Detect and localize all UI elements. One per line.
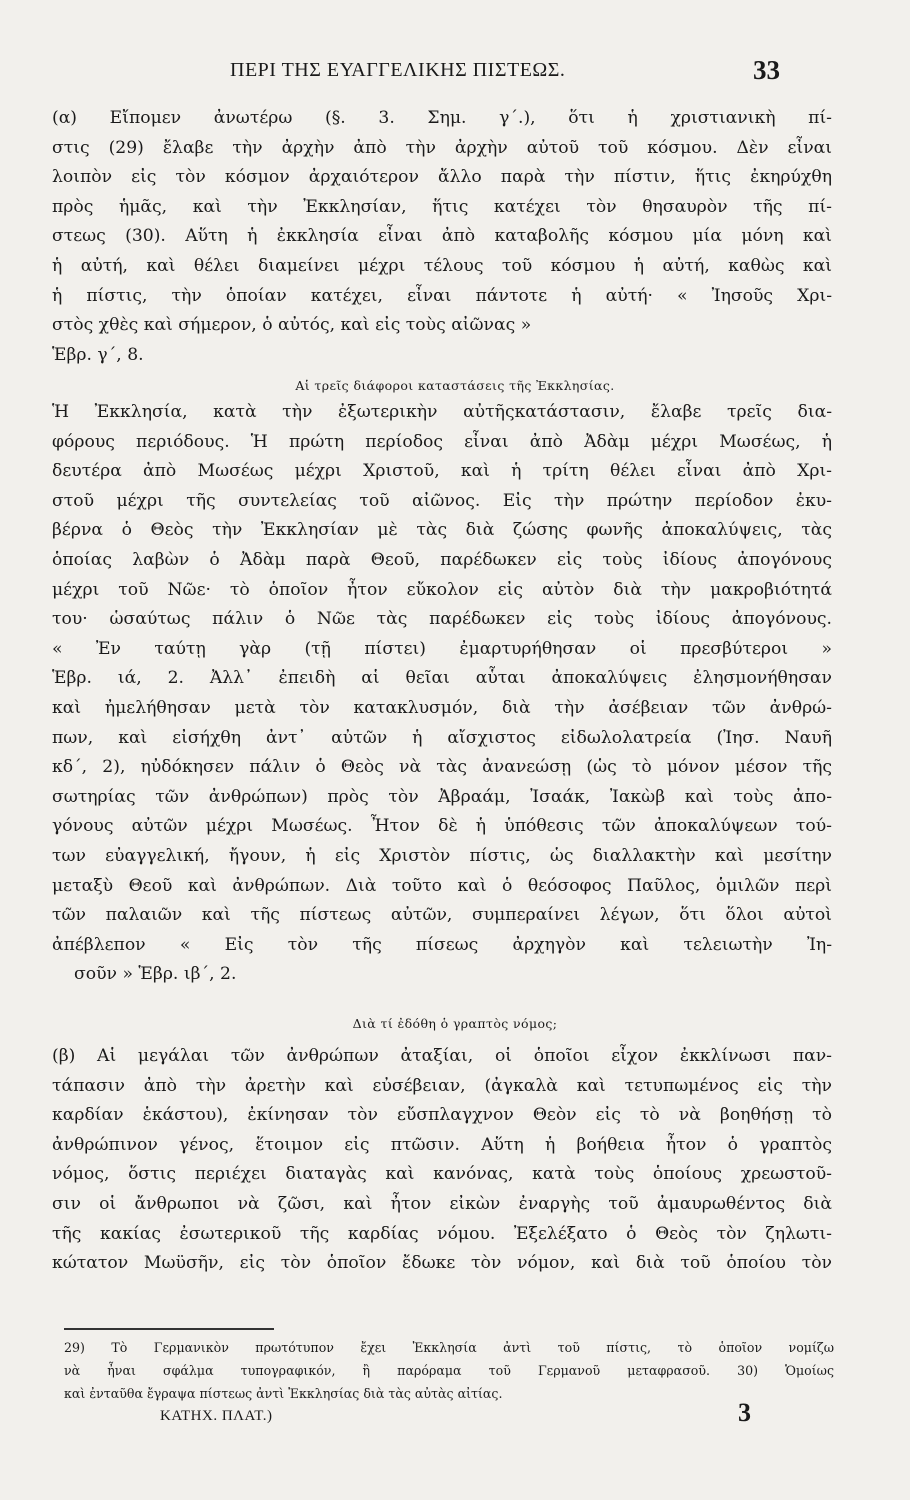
page-number: 33 — [753, 55, 780, 85]
text-line: λοιπὸν εἰς τὸν κόσμον ἀρχαιότερον ἄλλο παρὰ τὴν πίστιν, ἥτις ἐκηρύχθη — [52, 167, 832, 188]
text-line: Ἡ Ἐκκλησία, κατὰ τὴν ἐξωτερικὴν αὐτῆςκατάστασιν, ἔλαβε τρεῖς δια- — [52, 402, 832, 422]
text-line: (α) Εἴπομεν ἀνωτέρω (§. 3. Σημ. γ΄.), ὅτι ἡ χριστιανικὴ πί- — [52, 108, 832, 128]
text-line: τάπασιν ἀπὸ τὴν ἀρετὴν καὶ εὐσέβειαν, (ἀγκαλὰ καὶ τετυπωμένος εἰς τὴν — [52, 1075, 832, 1096]
footnote-line: καὶ ἐνταῦθα ἔγραψα πίστεως ἀντὶ Ἐκκλησίας διὰ τὰς αὐτὰς αἰτίας. — [64, 1386, 503, 1401]
paragraph-section-b — [52, 1042, 832, 1279]
text-line: βέρνα ὁ Θεὸς τὴν Ἐκκλησίαν μὲ τὰς διὰ ζώσης φωνῆς ἀποκαλύψεις, τὰς — [52, 520, 832, 541]
text-line: των εὐαγγελική, ἤγουν, ἡ εἰς Χριστὸν πίστις, ὡς διαλλακτὴν καὶ μεσίτην — [52, 845, 832, 866]
text-line: Ἑβρ. γ΄, 8. — [52, 344, 144, 365]
text-line: νόμος, ὅστις περιέχει διαταγὰς καὶ κανόνας, κατὰ τοὺς ὁποίους χρεωστοῦ- — [52, 1164, 832, 1185]
footnote-line: νὰ ἦναι σφάλμα τυπογραφικόν, ἢ παρόραμα τοῦ Γερμανοῦ μεταφρασοῦ. 30) Ὁμοίως — [64, 1363, 834, 1378]
text-line: ὁποίας λαβὼν ὁ Ἀδὰμ παρὰ Θεοῦ, παρέδωκεν εἰς τοὺς ἰδίους ἀπογόνους — [52, 549, 832, 570]
text-line: ἀνθρώπινον γένος, ἕτοιμον εἰς πτῶσιν. Αὕτη ἡ βοήθεια ἦτον ὁ γραπτὸς — [52, 1134, 832, 1155]
page-header — [190, 55, 790, 95]
text-line: (β) Αἱ μεγάλαι τῶν ἀνθρώπων ἀταξίαι, οἱ ὁποῖοι εἶχον ἐκκλίνωσι παν- — [52, 1046, 832, 1066]
paragraph-section-a — [52, 104, 832, 370]
text-line: τῶν παλαιῶν καὶ τῆς πίστεως αὐτῶν, συμπεραίνει λέγων, ὅτι ὅλοι αὐτοὶ — [52, 905, 832, 926]
text-line: καὶ ἠμελήθησαν μετὰ τὸν κατακλυσμόν, διὰ τὴν ἀσέβειαν τῶν ἀνθρώ- — [52, 697, 832, 718]
text-line: μέχρι τοῦ Νῶε· τὸ ὁποῖον ἦτον εὔκολον εἰς αὐτὸν διὰ τὴν μακροβιότητά — [52, 579, 832, 600]
text-line: στεως (30). Αὕτη ἡ ἐκκλησία εἶναι ἀπὸ καταβολῆς κόσμου μία μόνη καὶ — [52, 226, 832, 247]
text-line: τῆς κακίας ἐσωτερικοῦ τῆς καρδίας νόμου. Ἐξελέξατο ὁ Θεὸς τὸν ζηλωτι- — [52, 1223, 832, 1244]
section-heading-church-states: Αἱ τρεῖς διάφοροι καταστάσεις τῆς Ἐκκλησίας. — [295, 378, 615, 393]
text-line: του· ὡσαύτως πάλιν ὁ Νῶε τὰς παρέδωκεν εἰς τοὺς ἰδίους ἀπογόνους. — [52, 609, 832, 630]
text-line: ἀπέβλεπον « Εἰς τὸν τῆς πίσεως ἀρχηγὸν καὶ τελειωτὴν Ἰη- — [52, 934, 832, 955]
paragraph-church-periods — [52, 398, 832, 990]
section-heading-written-law: Διὰ τί ἐδόθη ὁ γραπτὸς νόμος; — [352, 1016, 558, 1031]
text-line: σιν οἱ ἄνθρωποι νὰ ζῶσι, καὶ ἦτον εἰκὼν ἐναργὴς τοῦ ἀμαυρωθέντος διὰ — [52, 1193, 832, 1214]
text-line: σωτηρίας τῶν ἀνθρώπων) πρὸς τὸν Ἀβραάμ, Ἰσαάκ, Ἰακὼβ καὶ τοὺς ἀπο- — [52, 786, 832, 807]
text-line: κδ΄, 2), ηὐδόκησεν πάλιν ὁ Θεὸς νὰ τὰς ἀνανεώσῃ (ὡς τὸ μόνον μέσον τῆς — [52, 757, 832, 778]
footnote-line: 29) Τὸ Γερμανικὸν πρωτότυπον ἔχει Ἐκκλησία ἀντὶ τοῦ πίστις, τὸ ὁποῖον νομίζω — [64, 1340, 834, 1355]
text-line: καρδίαν ἑκάστου), ἐκίνησαν τὸν εὔσπλαγχνον Θεὸν εἰς τὸ νὰ βοηθήσῃ τὸ — [52, 1105, 832, 1126]
text-line: ἡ αὐτή, καὶ θέλει διαμείνει μέχρι τέλους τοῦ κόσμου ἡ αὐτή, καθὼς καὶ — [52, 255, 832, 276]
text-line: πων, καὶ εἰσήχθη ἀντ᾽ αὐτῶν ἡ αἴσχιστος εἰδωλολατρεία (Ἰησ. Ναυῆ — [52, 727, 832, 748]
text-line: γόνους αὐτῶν μέχρι Μωσέως. Ἦτον δὲ ἡ ὑπόθεσις τῶν ἀποκαλύψεων τού- — [52, 816, 832, 837]
text-line: στις (29) ἔλαβε τὴν ἀρχὴν ἀπὸ τὴν ἀρχὴν αὐτοῦ τοῦ κόσμου. Δὲν εἶναι — [52, 137, 832, 158]
text-line: « Ἐν ταύτῃ γὰρ (τῇ πίστει) ἐμαρτυρήθησαν οἱ πρεσβύτεροι » — [52, 638, 832, 659]
footnote-rule — [64, 1328, 274, 1330]
text-line: Ἑβρ. ιά, 2. Ἀλλ᾽ ἐπειδὴ αἱ θεῖαι αὗται ἀποκαλύψεις ἐλησμονήθησαν — [52, 668, 832, 689]
footnotes — [64, 1336, 834, 1405]
text-line: σοῦν » Ἑβρ. ιβ΄, 2. — [74, 964, 237, 985]
running-title: ΠΕΡΙ ΤΗΣ ΕΥΑΓΓΕΛΙΚΗΣ ΠΙΣΤΕΩΣ. — [230, 59, 566, 81]
text-line: κώτατον Μωϋσῆν, εἰς τὸν ὁποῖον ἔδωκε τὸν νόμον, καὶ διὰ τοῦ ὁποίου τὸν — [52, 1253, 832, 1274]
text-line: πρὸς ἡμᾶς, καὶ τὴν Ἐκκλησίαν, ἥτις κατέχει τὸν θησαυρὸν τῆς πί- — [52, 196, 832, 217]
text-line: ἡ πίστις, τὴν ὁποίαν κατέχει, εἶναι πάντοτε ἡ αὐτή· « Ἰησοῦς Χρι- — [52, 285, 832, 306]
signature-label: ΚΑΤΗΧ. ΠΛΑΤ.) — [160, 1408, 273, 1424]
text-line: μεταξὺ Θεοῦ καὶ ἀνθρώπων. Διὰ τοῦτο καὶ ὁ θεόσοφος Παῦλος, ὁμιλῶν περὶ — [52, 875, 832, 896]
text-line: δευτέρα ἀπὸ Μωσέως μέχρι Χριστοῦ, καὶ ἡ τρίτη θέλει εἶναι ἀπὸ Χρι- — [52, 461, 832, 482]
text-line: στὸς χθὲς καὶ σήμερον, ὁ αὐτός, καὶ εἰς τοὺς αἰῶνας » — [52, 315, 532, 336]
signature-mark: 3 — [738, 1398, 751, 1427]
text-line: στοῦ μέχρι τῆς συντελείας τοῦ αἰῶνος. Εἰς τὴν πρώτην περίοδον ἐκυ- — [52, 490, 832, 511]
text-line: φόρους περιόδους. Ἡ πρώτη περίοδος εἶναι ἀπὸ Ἀδὰμ μέχρι Μωσέως, ἡ — [52, 431, 832, 452]
